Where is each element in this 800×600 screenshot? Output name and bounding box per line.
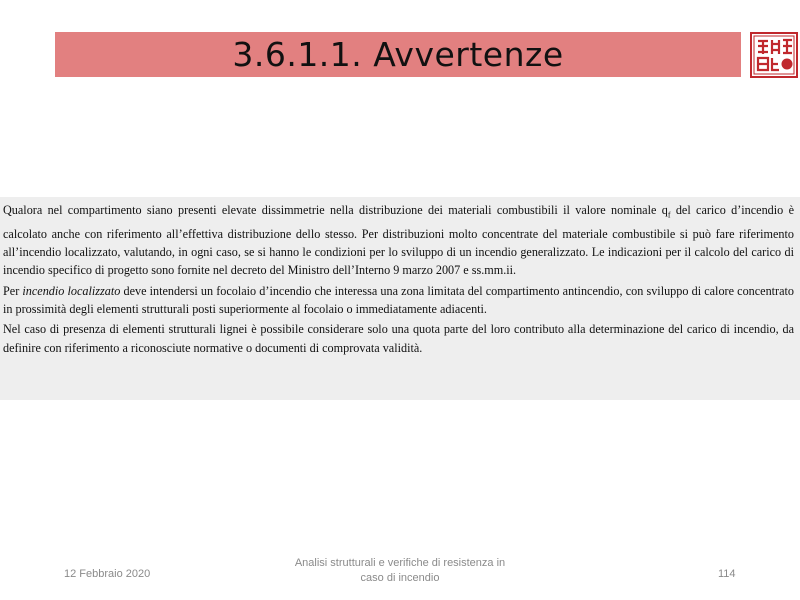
footer-date: 12 Febbraio 2020 [64,568,151,580]
title-bar [55,32,741,77]
paragraph-3: Nel caso di presenza di elementi strutturali lignei è possibile considerare solo una quota parte del loro contributo alla determinazione del carico di incendio, da definire con riferimento a riconosciute normative o documenti di comprovata validità. [3,322,794,355]
notes-content [0,197,800,400]
page-number: 114 [718,568,736,580]
italic-term: incendio localizzato [22,283,121,298]
red-seal-logo-icon [750,32,798,78]
footer-title: Analisi strutturali e verifiche di resistenza in caso di incendio [294,557,506,584]
paragraph-1: Qualora nel compartimento siano presenti elevate dissimmetrie nella distribuzione dei materiali combustibili il valore nominale $q_f$ del carico d’incendio è calcolato anche con riferimento all’effettiva distribuzione dello stesso. Per distribuzioni molto concentrate del materiale combustibile si può fare riferimento all’incendio localizzato, valutando, in ogni caso, se si hanno le condizioni per lo sviluppo di un incendio generalizzato. Le indicazioni per il calcolo del carico di incendio specifico di progetto sono fornite nel decreto del Ministro dell’Interno 9 marzo 2007 e ss.mm.ii. [3,203,794,278]
page-title: 3.6.1.1. Avvertenze [232,35,564,74]
paragraph-2: Per incendio localizzato deve intendersi un focolaio d’incendio che interessa una zona limitata del compartimento antincendio, con sviluppo di calore concentrato in prossimità degli elementi strutturali posti superiormente al focolaio o immediatamente adiacenti. [3,283,794,316]
subscript-f: f [667,210,671,220]
